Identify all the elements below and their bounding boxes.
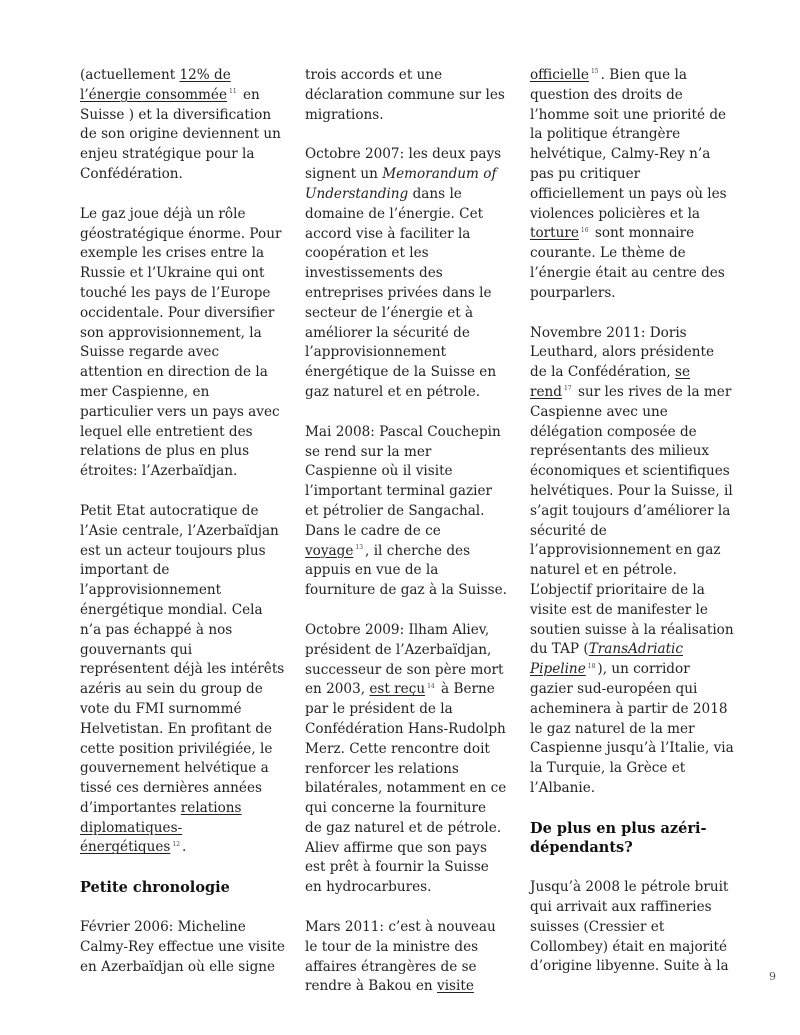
paragraph: Février 2006: Micheline Calmy-Rey effectue une visite en Azerbaïdjan où elle signe — [80, 919, 285, 975]
link-est-recu[interactable]: est reçu — [369, 681, 426, 698]
footnote-ref: 11 — [229, 88, 237, 96]
column-2 — [305, 66, 507, 1017]
paragraph: Petit Etat autocratique de l’Asie centrale, l’Azerbaïdjan est un acteur toujours plus important de l’approvisionnement énergétique mondial. Cela n’a pas échappé à nos gouvernants qui représentent déjà les intérêts azéris au sein du group de vote du FMI surnommé Helvetistan. En profitant de cette position privilégiée, le gouvernement helvétique a tissé ces dernières années d’importantes relations diplomatiques-énergétiques $^{12}$ . — [80, 502, 285, 856]
footnote-ref: 15 — [590, 68, 599, 76]
link-officielle[interactable]: officielle — [530, 67, 589, 83]
paragraph: trois accords et une déclaration commune sur les migrations. — [305, 67, 505, 123]
link-torture[interactable]: torture — [530, 225, 579, 242]
column-3 — [530, 66, 735, 997]
footnote-ref: 12 — [172, 840, 181, 848]
link-voyage[interactable]: voyage — [305, 542, 354, 559]
link-relations-diplomatiques[interactable]: relations diplomatiques-énergétiques — [80, 799, 242, 856]
link-se-rend[interactable]: se rend — [530, 364, 691, 400]
footnote-ref: 18 — [587, 662, 596, 670]
footnote-ref: 13 — [355, 544, 364, 551]
paragraph: (actuellement 12% de l’énergie consommée $^{11}$ en Suisse ) et la diversification de son origine deviennent un enjeu stratégique pour la Confédération. — [80, 67, 281, 182]
link-transadriatic-pipeline[interactable]: TransAdriatic Pipeline — [530, 641, 683, 678]
link-visite[interactable]: visite — [437, 978, 474, 995]
page-number: 9 — [769, 970, 776, 983]
section-heading: De plus en plus azéri-dépendants? — [530, 819, 707, 857]
section-heading: Petite chronologie — [80, 879, 230, 897]
paragraph: Novembre 2011: Doris Leuthard, alors présidente de la Confédération, se rend $^{17}$ sur les rives de la mer Caspienne avec une délégation composée de représentants des milieux économiques et scientifiques helvétiques. Pour la Suisse, il s’agit toujours d’améliorer la sécurité de l’approvisionnement en gaz naturel et en pétrole. L’objectif prioritaire de la visite est de manifester le soutien suisse à la réalisation du TAP (TransAdriatic Pipeline $^{18}$ ), un corridor gazier sud-européen qui acheminera à partir de 2018 le gaz naturel de la mer Caspienne jusqu’à l’Italie, via la Turquie, la Grèce et l’Albanie. — [530, 324, 734, 796]
paragraph: Le gaz joue déjà un rôle géostratégique énorme. Pour exemple les crises entre la Russie et l’Ukraine qui ont touché les pays de l’Europe occidentale. Pour diversifier son approvisionnement, la Suisse regarde avec attention en direction de la mer Caspienne, en particulier vers un pays avec lequel elle entretient des relations de plus en plus étroites: l’Azerbaïdjan. — [80, 205, 282, 480]
link-energie-consommee[interactable]: 12% de l’énergie consommée — [80, 67, 231, 103]
paragraph: Octobre 2007: les deux pays signent un Memorandum of Understanding dans le domaine de l’énergie. Cet accord vise à faciliter la coopération et les investissements des entreprises privées dans le secteur de l’énergie et à améliorer la sécurité de l’approvisionnement énergétique de la Suisse en gaz naturel et en pétrole. — [305, 146, 502, 400]
memorandum-title: Memorandum of Understanding — [305, 166, 497, 202]
paragraph: Mars 2011: c’est à nouveau le tour de la ministre des affaires étrangères de se rendre à Bakou en visite — [305, 919, 496, 995]
paragraph: Jusqu’à 2008 le pétrole bruit qui arrivait aux raffineries suisses (Cressier et Collombey) était en majorité d’origine libyenne. Suite à la — [530, 879, 729, 975]
paragraph: officielle $^{15}$ . Bien que la question des droits de l’homme soit une priorité de la politique étrangère helvétique, Calmy-Rey n’a pas pu critiquer officiellement un pays où les violences policières et la torture $^{16}$ sont monnaire courante. Le thème de l’énergie était au centre des pourparlers. — [530, 67, 727, 301]
column-1 — [80, 66, 285, 997]
paragraph: Mai 2008: Pascal Couchepin se rend sur la mer Caspienne où il visite l’important terminal gazier et pétrolier de Sangachal. Dans le cadre de ce voyage $^{13}$ , il cherche des appuis en vue de la fourniture de gaz à la Suisse. — [305, 423, 507, 599]
footnote-ref: 16 — [580, 226, 589, 234]
footnote-ref: 14 — [427, 682, 435, 690]
footnote-ref: 17 — [564, 385, 572, 393]
paragraph: Octobre 2009: Ilham Aliev, président de l’Azerbaïdjan, successeur de son père mort en 2003, est reçu $^{14}$ à Berne par le président de la Confédération Hans-Rudolph Merz. Cette rencontre doit renforcer les relations bilatérales, notamment en ce qui concerne la fourniture de gaz naturel et de pétrole. Aliev affirme que son pays est prêt à fournir la Suisse en hydrocarbures. — [305, 621, 507, 896]
